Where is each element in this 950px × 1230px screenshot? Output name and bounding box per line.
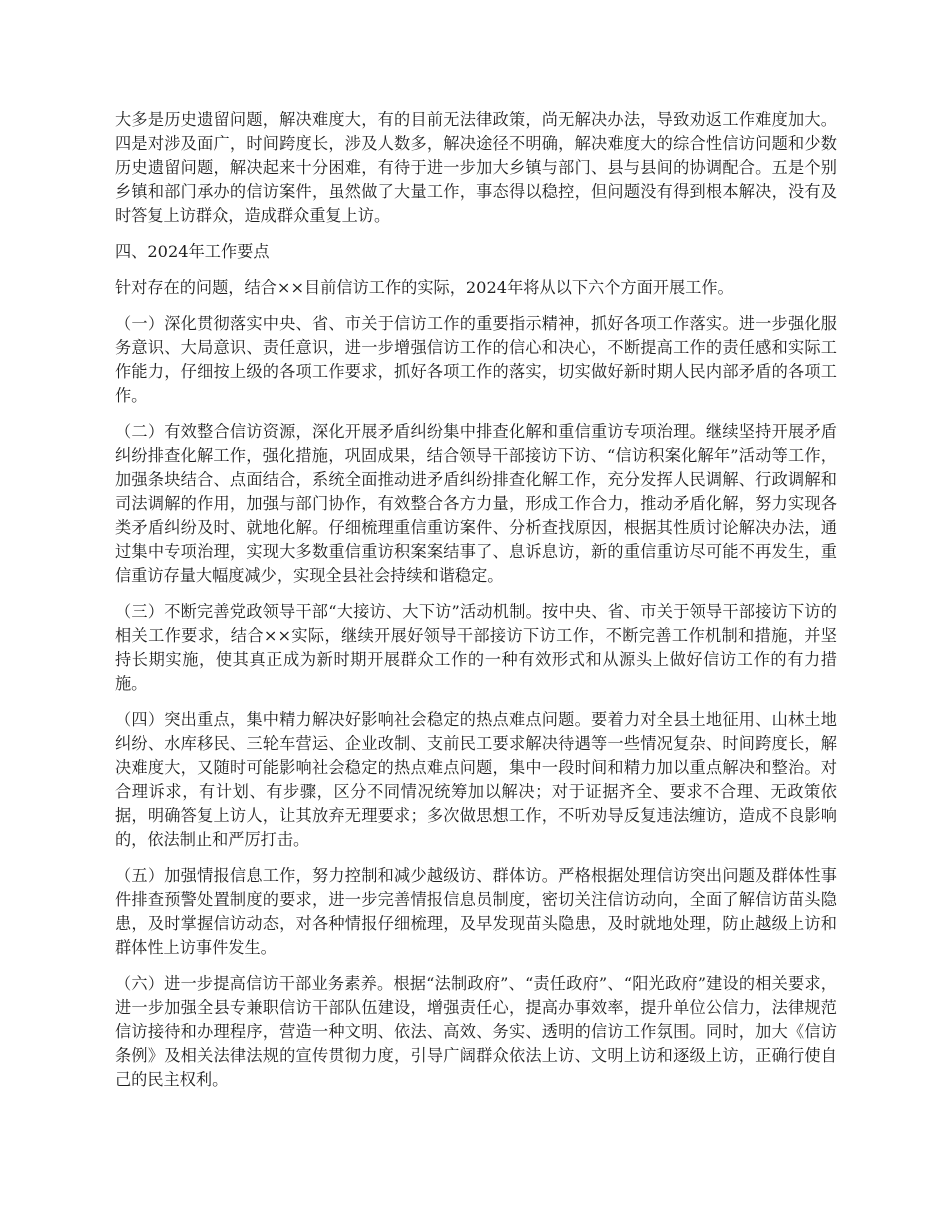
paragraph-item-6: （六）进一步提高信访干部业务素养。根据“法制政府”、“责任政府”、“阳光政府”建设的相关要求，进一步加强全县专兼职信访干部队伍建设，增强责任心，提高办事效率，提升单位公信力，法律规范信访接待和办理程序，营造一种文明、依法、高效、务实、透明的信访工作氛围。同时，加大《信访条例》及相关法律法规的宣传贯彻力度，引导广阔群众依法上访、文明上访和逐级上访，正确行使自己的民主权利。	[115, 974, 837, 1089]
paragraph-item-3: （三）不断完善党政领导干部“大接访、大下访”活动机制。按中央、省、市关于领导干部接访下访的相关工作要求，结合××实际，继续开展好领导干部接访下访工作，不断完善工作机制和措施，并坚持长期实施，使其真正成为新时期开展群众工作的一种有效形式和从源头上做好信访工作的有力措施。	[115, 602, 837, 693]
paragraph-continuation: 大多是历史遗留问题，解决难度大，有的目前无法律政策，尚无解决办法，导致劝返工作难度加大。四是对涉及面广，时间跨度长，涉及人数多，解决途径不明确，解决难度大的综合性信访问题和少数历史遗留问题，解决起来十分困难，有待于进一步加大乡镇与部门、县与县间的协调配合。五是个别乡镇和部门承办的信访案件，虽然做了大量工作，事态得以稳控，但问题没有得到根本解决，没有及时答复上访群众，造成群众重复上访。	[115, 110, 837, 225]
paragraph-item-1: （一）深化贯彻落实中央、省、市关于信访工作的重要指示精神，抓好各项工作落实。进一步强化服务意识、大局意识、责任意识，进一步增强信访工作的信心和决心，不断提高工作的责任感和实际工作能力，仔细按上级的各项工作要求，抓好各项工作的落实，切实做好新时期人民内部矛盾的各项工作。	[115, 314, 837, 405]
document-body	[115, 108, 837, 1104]
paragraph-item-2: （二）有效整合信访资源，深化开展矛盾纠纷集中排查化解和重信重访专项治理。继续坚持开展矛盾纠纷排查化解工作，强化措施，巩固成果，结合领导干部接访下访、“信访积案化解年”活动等工作，加强条块结合、点面结合，系统全面推动进矛盾纠纷排查化解工作，充分发挥人民调解、行政调解和司法调解的作用，加强与部门协作，有效整合各方力量，形成工作合力，推动矛盾化解，努力实现各类矛盾纠纷及时、就地化解。仔细梳理重信重访案件、分析查找原因，根据其性质讨论解决办法，通过集中专项治理，实现大多数重信重访积案案结事了、息诉息访，新的重信重访尽可能不再发生，重信重访存量大幅度减少，实现全县社会持续和谐稳定。	[115, 422, 837, 585]
paragraph-item-5: （五）加强情报信息工作，努力控制和减少越级访、群体访。严格根据处理信访突出问题及群体性事件排查预警处置制度的要求，进一步完善情报信息员制度，密切关注信访动向，全面了解信访苗头隐患，及时掌握信访动态，对各种情报仔细梳理，及早发现苗头隐患，及时就地处理，防止越级上访和群体性上访事件发生。	[115, 866, 837, 957]
paragraph-item-4: （四）突出重点，集中精力解决好影响社会稳定的热点难点问题。要着力对全县土地征用、山林土地纠纷、水库移民、三轮车营运、企业改制、支前民工要求解决待遇等一些情况复杂、时间跨度长，解决难度大，又随时可能影响社会稳定的热点难点问题，集中一段时间和精力加以重点解决和整治。对合理诉求，有计划、有步骤，区分不同情况统筹加以解决；对于证据齐全、要求不合理、无政策依据，明确答复上访人，让其放弃无理要求；多次做思想工作，不听劝导反复违法缠访，造成不良影响的，依法制止和严厉打击。	[115, 710, 837, 849]
section-heading: 四、2024年工作要点	[115, 242, 270, 261]
paragraph-intro: 针对存在的问题，结合××目前信访工作的实际，2024年将从以下六个方面开展工作。	[115, 278, 734, 297]
